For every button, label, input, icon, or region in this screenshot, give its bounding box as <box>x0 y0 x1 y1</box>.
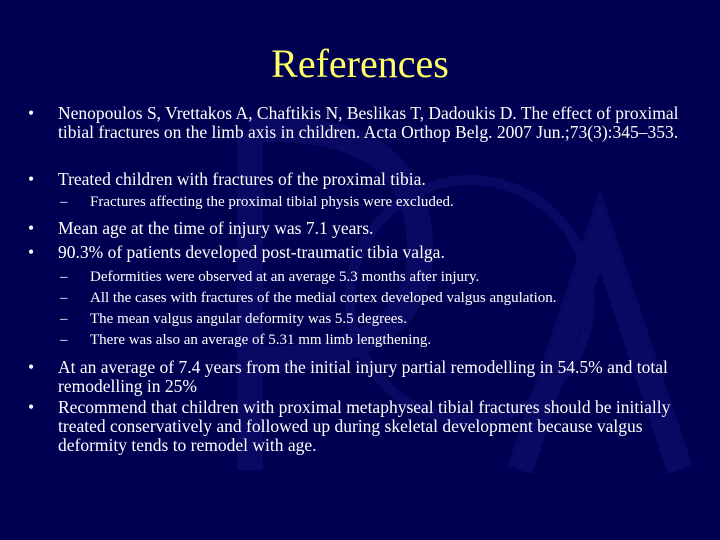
bullet-mark: • <box>28 169 35 189</box>
slide-title: References <box>271 41 449 86</box>
dash-mark: – <box>60 194 68 210</box>
bullet-text: 90.3% of patients developed post-traumatic tibia valga. <box>58 242 445 262</box>
sub-bullet-text: The mean valgus angular deformity was 5.5 degrees. <box>90 311 407 327</box>
sub-bullet-text: All the cases with fractures of the medial cortex developed valgus angulation. <box>90 290 557 306</box>
sub-bullet-item <box>28 192 700 213</box>
sub-bullet-item <box>28 288 700 309</box>
bullet-item <box>28 358 700 396</box>
sub-bullet-text: Deformities were observed at an average 5.3 months after injury. <box>90 269 480 285</box>
bullet-mark: • <box>28 397 35 417</box>
bullet-text: At an average of 7.4 years from the initial injury partial remodelling in 54.5% and total remodelling in 25% <box>58 357 668 396</box>
slide-content <box>28 104 700 455</box>
bullet-item <box>28 398 700 455</box>
sub-bullet-item <box>28 330 700 351</box>
bullet-item <box>28 243 700 262</box>
bullet-item <box>28 170 700 189</box>
bullet-mark: • <box>28 218 35 238</box>
bullet-mark: • <box>28 357 35 377</box>
dash-mark: – <box>60 332 68 348</box>
reference-bullet <box>28 104 700 142</box>
bullet-text: Treated children with fractures of the proximal tibia. <box>58 169 426 189</box>
dash-mark: – <box>60 290 68 306</box>
bullet-mark: • <box>28 242 35 262</box>
bullet-item <box>28 219 700 238</box>
bullet-mark: • <box>28 103 35 123</box>
sub-bullet-text: There was also an average of 5.31 mm limb lengthening. <box>90 332 432 348</box>
dash-mark: – <box>60 269 68 285</box>
bullet-text: Recommend that children with proximal metaphyseal tibial fractures should be initially treated conservatively and followed up during skeletal development because valgus deformity tends to remodel with age. <box>58 397 671 455</box>
sub-bullet-item <box>28 309 700 330</box>
sub-bullet-text: Fractures affecting the proximal tibial physis were excluded. <box>90 194 454 210</box>
sub-bullet-item <box>28 267 700 288</box>
bullet-text: Nenopoulos S, Vrettakos A, Chaftikis N, Beslikas T, Dadoukis D. The effect of proximal tibial fractures on the limb axis in children. Acta Orthop Belg. 2007 Jun.;73(3):345–353. <box>58 103 679 142</box>
dash-mark: – <box>60 311 68 327</box>
bullet-text: Mean age at the time of injury was 7.1 years. <box>58 218 374 238</box>
